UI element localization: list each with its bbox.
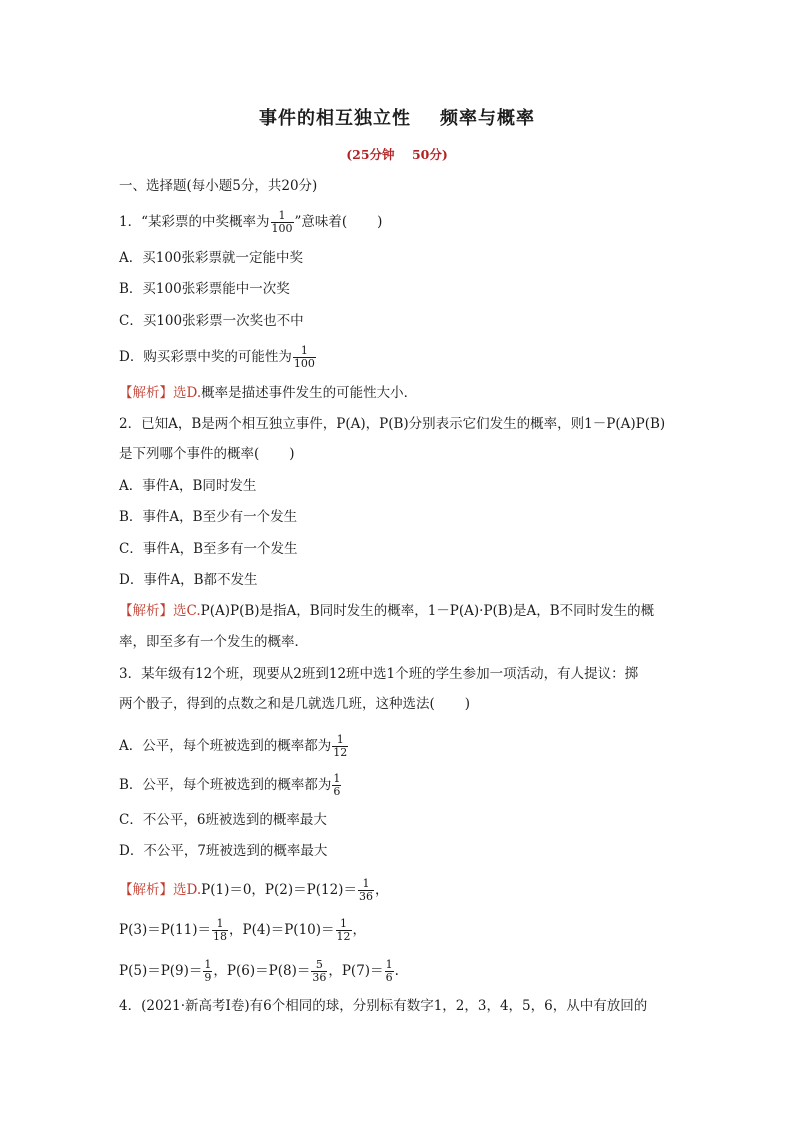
q1-option-d-fraction: $\frac{1}{100}$ (293, 344, 315, 370)
q3-stem-line2: 两个骰子，得到的点数之和是几就选几班，这种选法( ) (119, 696, 471, 712)
page-title: 事件的相互独立性 频率与概率 (258, 108, 536, 129)
q1-option-b: B．买100张彩票能中一次奖 (119, 281, 290, 297)
q1-option-d: D．购买彩票中奖的可能性为 $\frac{1}{100}$ (119, 344, 315, 370)
q2-option-a: A．事件A，B同时发生 (119, 478, 257, 494)
q3-option-d: D．不公平，7班被选到的概率最大 (119, 843, 328, 859)
fraction: $\frac{1}{12}$ (336, 917, 351, 943)
q3-analysis-line2: P(3)＝P(11)＝ $\frac{1}{18}$ ，P(4)＝P(10)＝ $\frac{1}{12}$ ， (119, 917, 367, 943)
q1-option-c: C．买100张彩票一次奖也不中 (119, 313, 304, 329)
fraction: $\frac{1}{36}$ (358, 877, 373, 903)
q1-analysis: 【解析】选D.概率是描述事件发生的可能性大小． (119, 385, 418, 401)
fraction: $\frac{1}{9}$ (204, 958, 212, 984)
analysis-tag: 【解析】 (119, 385, 173, 401)
page-subtitle: (25分钟 50分) (346, 147, 448, 162)
fraction: $\frac{5}{36}$ (312, 958, 327, 984)
q3-option-c: C．不公平，6班被选到的概率最大 (119, 812, 327, 828)
fraction: $\frac{1}{6}$ (385, 958, 393, 984)
q3-option-a-fraction: $\frac{1}{12}$ (333, 733, 348, 759)
q2-option-d: D．事件A，B都不发生 (119, 572, 258, 588)
q2-stem-line2: 是下列哪个事件的概率( ) (119, 446, 295, 462)
q2-analysis-line1: 【解析】选C.P(A)P(B)是指A，B同时发生的概率，1－P(A)·P(B)是A，B不同时发生的概 (119, 603, 655, 619)
analysis-tag: 【解析】 (119, 882, 173, 898)
q3-stem-line1: 3．某年级有12个班，现要从2班到12班中选1个班的学生参加一项活动，有人提议：掷 (119, 666, 639, 682)
q2-option-b: B．事件A，B至少有一个发生 (119, 509, 298, 525)
q3-analysis-line1: 【解析】选D.P(1)＝0，P(2)＝P(12)＝ $\frac{1}{36}$ ， (119, 877, 389, 903)
section-heading: 一、选择题(每小题5分，共20分) (119, 178, 318, 194)
q1-stem-fraction: $\frac{1}{100}$ (271, 209, 293, 235)
q2-option-c: C．事件A，B至多有一个发生 (119, 541, 298, 557)
q3-option-b-fraction: $\frac{1}{6}$ (333, 772, 341, 798)
q3-analysis-line3: P(5)＝P(9)＝ $\frac{1}{9}$ ，P(6)＝P(8)＝ $\frac{5}{36}$ ，P(7)＝ $\frac{1}{6}$ . (119, 958, 399, 984)
q2-stem-line1: 2．已知A，B是两个相互独立事件，P(A)，P(B)分别表示它们发生的概率，则1－P(A)P(B) (119, 416, 666, 432)
q2-analysis-line2: 率，即至多有一个发生的概率． (119, 634, 308, 650)
q1-option-a: A．买100张彩票就一定能中奖 (119, 250, 304, 266)
analysis-tag: 【解析】 (119, 603, 173, 619)
fraction: $\frac{1}{18}$ (213, 917, 228, 943)
q4-stem-line1: 4．(2021·新高考Ⅰ卷)有6个相同的球，分别标有数字1，2，3，4，5，6，从中有放回的 (119, 998, 648, 1014)
q3-option-b: B．公平，每个班被选到的概率都为 $\frac{1}{6}$ (119, 772, 341, 798)
q1-stem: 1．“某彩票的中奖概率为 $\frac{1}{100}$ ”意味着( ) (119, 209, 383, 235)
q3-option-a: A．公平，每个班被选到的概率都为 $\frac{1}{12}$ (119, 733, 348, 759)
